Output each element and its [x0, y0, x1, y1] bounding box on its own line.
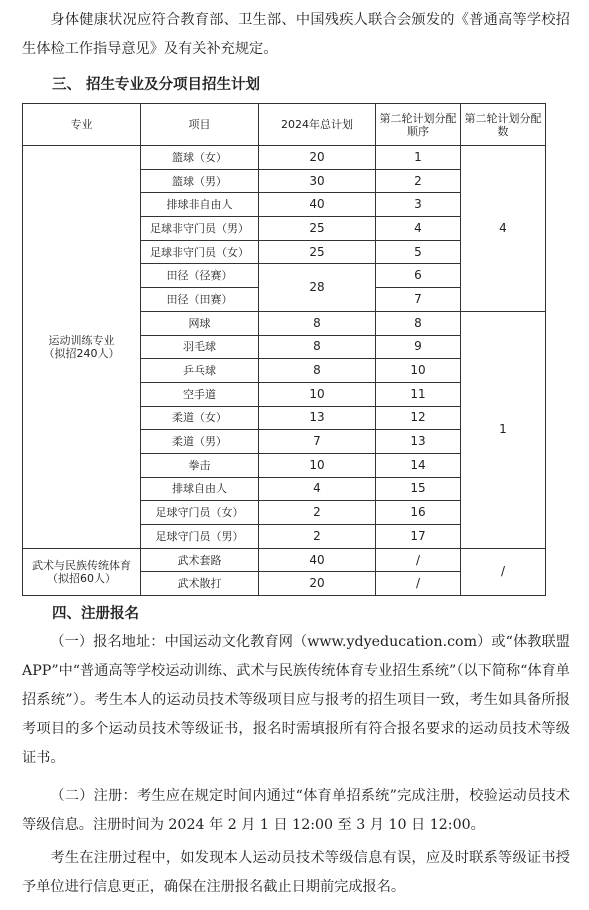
- total-cell: 13: [259, 406, 376, 430]
- order-cell: 5: [376, 240, 461, 264]
- allocation-cell: 1: [461, 311, 546, 548]
- correction-paragraph: [22, 844, 570, 902]
- registration-paragraph: [22, 782, 570, 840]
- section-4-heading: 四、注册报名: [52, 606, 139, 622]
- item-cell: 拳击: [141, 453, 259, 477]
- item-cell: 田径（田赛）: [141, 288, 259, 312]
- item-cell: 柔道（女）: [141, 406, 259, 430]
- total-cell: 8: [259, 359, 376, 383]
- item-cell: 空手道: [141, 382, 259, 406]
- item-cell: 柔道（男）: [141, 430, 259, 454]
- item-cell: 排球非自由人: [141, 193, 259, 217]
- order-cell: 1: [376, 146, 461, 170]
- header-item: 项目: [141, 104, 259, 146]
- order-cell: 12: [376, 406, 461, 430]
- order-cell: 6: [376, 264, 461, 288]
- total-cell: 2: [259, 525, 376, 549]
- item-cell: 篮球（男）: [141, 169, 259, 193]
- table-header-row: [23, 104, 546, 146]
- order-cell: 9: [376, 335, 461, 359]
- header-total-plan: 2024年总计划: [259, 104, 376, 146]
- group-quota: （拟招240人）: [43, 346, 120, 360]
- table-row: [23, 146, 546, 170]
- total-cell: 40: [259, 193, 376, 217]
- group-label: 武术与民族传统体育: [32, 558, 131, 572]
- order-cell: 7: [376, 288, 461, 312]
- header-allocation-order: 第二轮计划分配顺序: [376, 104, 461, 146]
- order-cell: 2: [376, 169, 461, 193]
- order-cell: 13: [376, 430, 461, 454]
- item-cell: 足球守门员（男）: [141, 525, 259, 549]
- group-quota: （拟招60人）: [47, 571, 116, 585]
- order-cell: /: [376, 572, 461, 596]
- total-cell: 25: [259, 240, 376, 264]
- item-cell: 羽毛球: [141, 335, 259, 359]
- registration-address-body: 中国运动文化教育网（www.ydyeducation.com）或“体教联盟 APP”中“普通高等学校运动训练、武术与民族传统体育专业招生系统”（以下简称“体育单招系统”）。考生本人的运动员技术等级项目应与报考的招生项目一致，考生如具备所报考项目的多个运动员技术等级证书，报名时需填报所有符合报名要求的运动员技术等级证书。: [22, 634, 570, 766]
- total-cell: 28: [259, 264, 376, 311]
- order-cell: 16: [376, 501, 461, 525]
- item-cell: 足球守门员（女）: [141, 501, 259, 525]
- order-cell: 10: [376, 359, 461, 383]
- intro-paragraph: [22, 6, 570, 64]
- total-cell: 10: [259, 382, 376, 406]
- item-cell: 足球非守门员（女）: [141, 240, 259, 264]
- header-major: 专业: [23, 104, 141, 146]
- total-cell: 20: [259, 572, 376, 596]
- order-cell: 14: [376, 453, 461, 477]
- item-cell: 武术套路: [141, 548, 259, 572]
- item-cell: 排球自由人: [141, 477, 259, 501]
- order-cell: 4: [376, 217, 461, 241]
- table-row: [23, 548, 546, 572]
- registration-label: （二）注册：: [50, 788, 137, 804]
- total-cell: 4: [259, 477, 376, 501]
- group-sports-training: [23, 146, 141, 549]
- item-cell: 武术散打: [141, 572, 259, 596]
- total-cell: 2: [259, 501, 376, 525]
- correction-text: 考生在注册过程中，如发现本人运动员技术等级信息有误，应及时联系等级证书授予单位进行信息更正，确保在注册报名截止日期前完成报名。: [22, 850, 570, 895]
- total-cell: 8: [259, 311, 376, 335]
- total-cell: 20: [259, 146, 376, 170]
- group-martial-arts: [23, 548, 141, 595]
- total-cell: 8: [259, 335, 376, 359]
- total-cell: 10: [259, 453, 376, 477]
- total-cell: 25: [259, 217, 376, 241]
- item-cell: 足球非守门员（男）: [141, 217, 259, 241]
- order-cell: 17: [376, 525, 461, 549]
- item-cell: 篮球（女）: [141, 146, 259, 170]
- item-cell: 田径（径赛）: [141, 264, 259, 288]
- total-cell: 30: [259, 169, 376, 193]
- total-cell: 7: [259, 430, 376, 454]
- order-cell: 8: [376, 311, 461, 335]
- order-cell: 15: [376, 477, 461, 501]
- section-3-heading: 三、 招生专业及分项目招生计划: [52, 77, 261, 93]
- registration-address-label: （一）报名地址：: [50, 634, 165, 650]
- item-cell: 网球: [141, 311, 259, 335]
- order-cell: /: [376, 548, 461, 572]
- item-cell: 乒乓球: [141, 359, 259, 383]
- total-cell: 40: [259, 548, 376, 572]
- registration-body: 考生应在规定时间内通过“体育单招系统”完成注册，校验运动员技术等级信息。注册时间为 2024 年 2 月 1 日 12:00 至 3 月 10 日 12:00。: [22, 788, 570, 833]
- header-allocation-count: 第二轮计划分配数: [461, 104, 546, 146]
- order-cell: 3: [376, 193, 461, 217]
- allocation-cell: /: [461, 548, 546, 595]
- intro-text: 身体健康状况应符合教育部、卫生部、中国残疾人联合会颁发的《普通高等学校招生体检工作指导意见》及有关补充规定。: [22, 12, 570, 57]
- enrollment-plan-table: [22, 103, 546, 596]
- registration-address-paragraph: [22, 628, 570, 773]
- group-label: 运动训练专业: [48, 333, 115, 347]
- allocation-cell: 4: [461, 146, 546, 312]
- order-cell: 11: [376, 382, 461, 406]
